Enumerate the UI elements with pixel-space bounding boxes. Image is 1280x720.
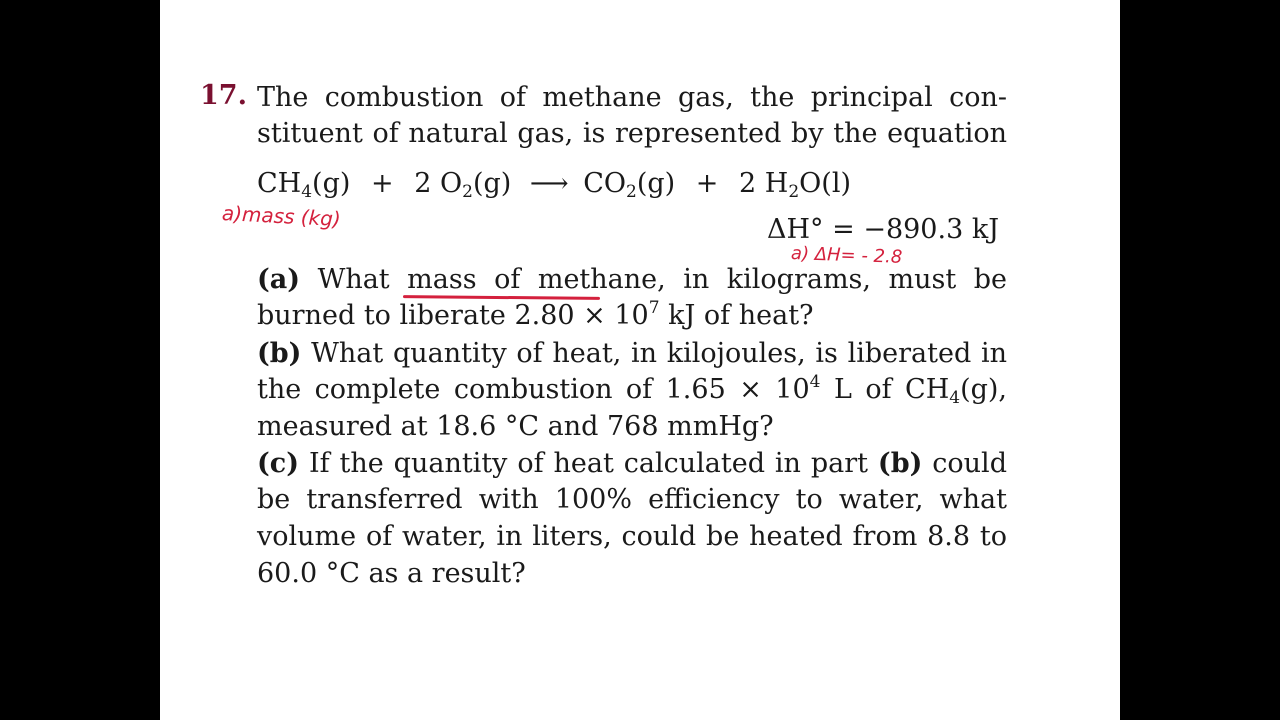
product-water: 2 $H_2O(l)$ xyxy=(739,168,851,202)
intro-line-2: stituent of natural gas, is represented by the equation xyxy=(257,118,1007,149)
part-a-line-1: (a) What mass of methane, in kilograms, must be xyxy=(257,264,1007,295)
document-page xyxy=(160,0,1120,720)
part-b-line-1: (b) What quantity of heat, in kilojoules, is liberated in xyxy=(257,338,1007,369)
part-c-line-4: 60.0 °C as a result? xyxy=(257,558,526,589)
part-b-line-3: measured at 18.6 °C and 768 mmHg? xyxy=(257,411,774,442)
part-a-label: (a) xyxy=(257,264,301,295)
plus-sign: + xyxy=(695,168,719,199)
part-c-line-3: volume of water, in liters, could be heated from 8.8 to xyxy=(257,521,1007,552)
part-b-label: (b) xyxy=(257,338,302,369)
reactant-oxygen: 2 $O_2(g)$ xyxy=(414,168,512,202)
plus-sign: + xyxy=(371,168,394,199)
reactant-methane: $CH_4(g)$ xyxy=(257,168,351,202)
handwritten-note-mass: a)mass (kg) xyxy=(221,201,342,232)
problem-number: 17. xyxy=(200,80,247,111)
reaction-arrow: ⟶ xyxy=(529,168,565,199)
handwritten-note-delta-h: a) ΔH= - 2.8 xyxy=(790,243,903,268)
chemical-equation xyxy=(257,166,851,202)
intro-line-1: The combustion of methane gas, the principal con- xyxy=(257,82,1007,113)
enthalpy-change: ΔH° = −890.3 kJ xyxy=(767,214,1000,245)
part-b-line-2: the complete combustion of $1.65 \times 10^4$ L of $CH_4(g)$, xyxy=(257,372,1008,408)
part-c-line-2: be transferred with 100% efficiency to water, what xyxy=(257,484,1007,515)
part-c-line-1: (c) If the quantity of heat calculated in part (b) could xyxy=(257,448,1007,479)
product-co2: $CO_2(g)$ xyxy=(583,168,676,202)
part-c-label: (c) xyxy=(257,448,299,479)
part-a-line-2: burned to liberate $2.80 \times 10^7$ kJ of heat? xyxy=(257,298,814,331)
